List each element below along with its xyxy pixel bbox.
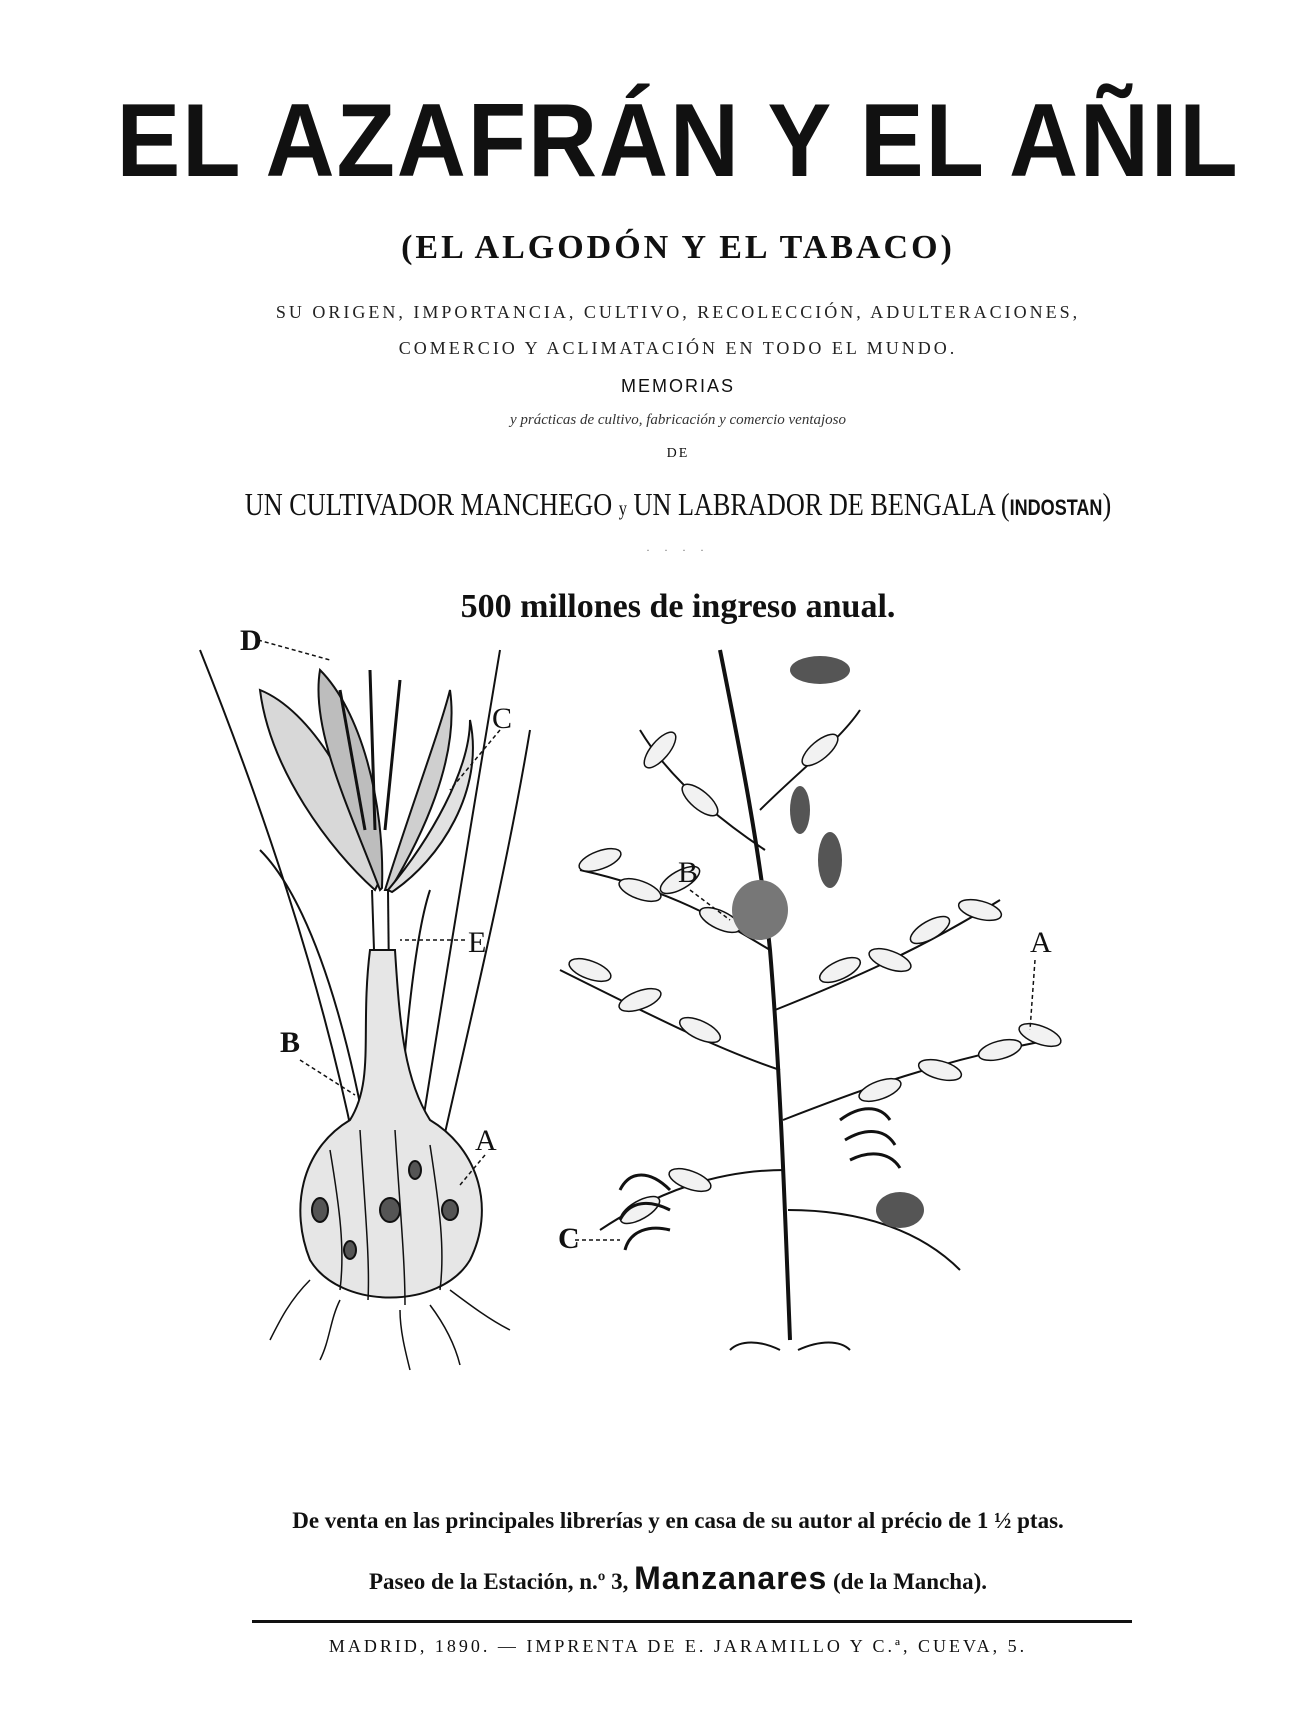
address-line xyxy=(40,1560,1316,1597)
saffron-label-b: B xyxy=(280,1026,301,1059)
indigo-label-c: C xyxy=(558,1222,580,1255)
authors-indostan: INDOSTAN xyxy=(1009,495,1103,520)
description-line-1: SU ORIGEN, IMPORTANCIA, CULTIVO, RECOLECCIÓN, ADULTERACIONES, xyxy=(275,302,1081,322)
footer-rule xyxy=(252,1620,1132,1623)
indigo-label-b: B xyxy=(678,856,699,889)
address-prefix: Paseo de la Estación, n.º 3, xyxy=(369,1569,629,1594)
description-line-2: COMERCIO Y ACLIMATACIÓN EN TODO EL MUNDO. xyxy=(398,338,958,358)
saffron-label-c: C xyxy=(492,702,513,735)
imprint-line: MADRID, 1890. — IMPRENTA DE E. JARAMILLO Y C.ª, CUEVA, 5. xyxy=(328,1636,1028,1656)
authors-part-1: UN CULTIVADOR MANCHEGO xyxy=(244,486,613,522)
authors-part-2: UN LABRADOR DE BENGALA ( xyxy=(633,486,1010,522)
main-title: EL AZAFRÁN Y EL AÑIL xyxy=(116,83,1240,199)
address-town: Manzanares xyxy=(634,1560,828,1596)
saffron-label-a: A xyxy=(475,1124,497,1157)
authors-close: ) xyxy=(1102,486,1112,522)
indigo-label-a: A xyxy=(1030,926,1052,959)
saffron-label-d: D xyxy=(240,624,262,657)
indigo-plant-drawing xyxy=(560,650,1064,1350)
authors-conjunction: y xyxy=(618,498,627,520)
de-line: DE xyxy=(666,446,690,461)
income-line: 500 millones de ingreso anual. xyxy=(460,588,896,625)
memorias-heading: MEMORIAS xyxy=(620,376,735,396)
saffron-label-e: E xyxy=(468,926,487,959)
subtitle: (EL ALGODÓN Y EL TABACO) xyxy=(401,229,955,266)
address-suffix: (de la Mancha). xyxy=(833,1569,987,1594)
practicas-line: y prácticas de cultivo, fabricación y comercio ventajoso xyxy=(509,412,846,428)
authors-line xyxy=(155,484,1201,529)
botanical-illustration xyxy=(200,624,1160,1490)
saffron-plant-drawing xyxy=(200,640,530,1370)
separator-dots: . . . . xyxy=(646,540,710,554)
sale-line: De venta en las principales librerías y en casa de su autor al précio de 1 ½ ptas. xyxy=(292,1508,1064,1533)
